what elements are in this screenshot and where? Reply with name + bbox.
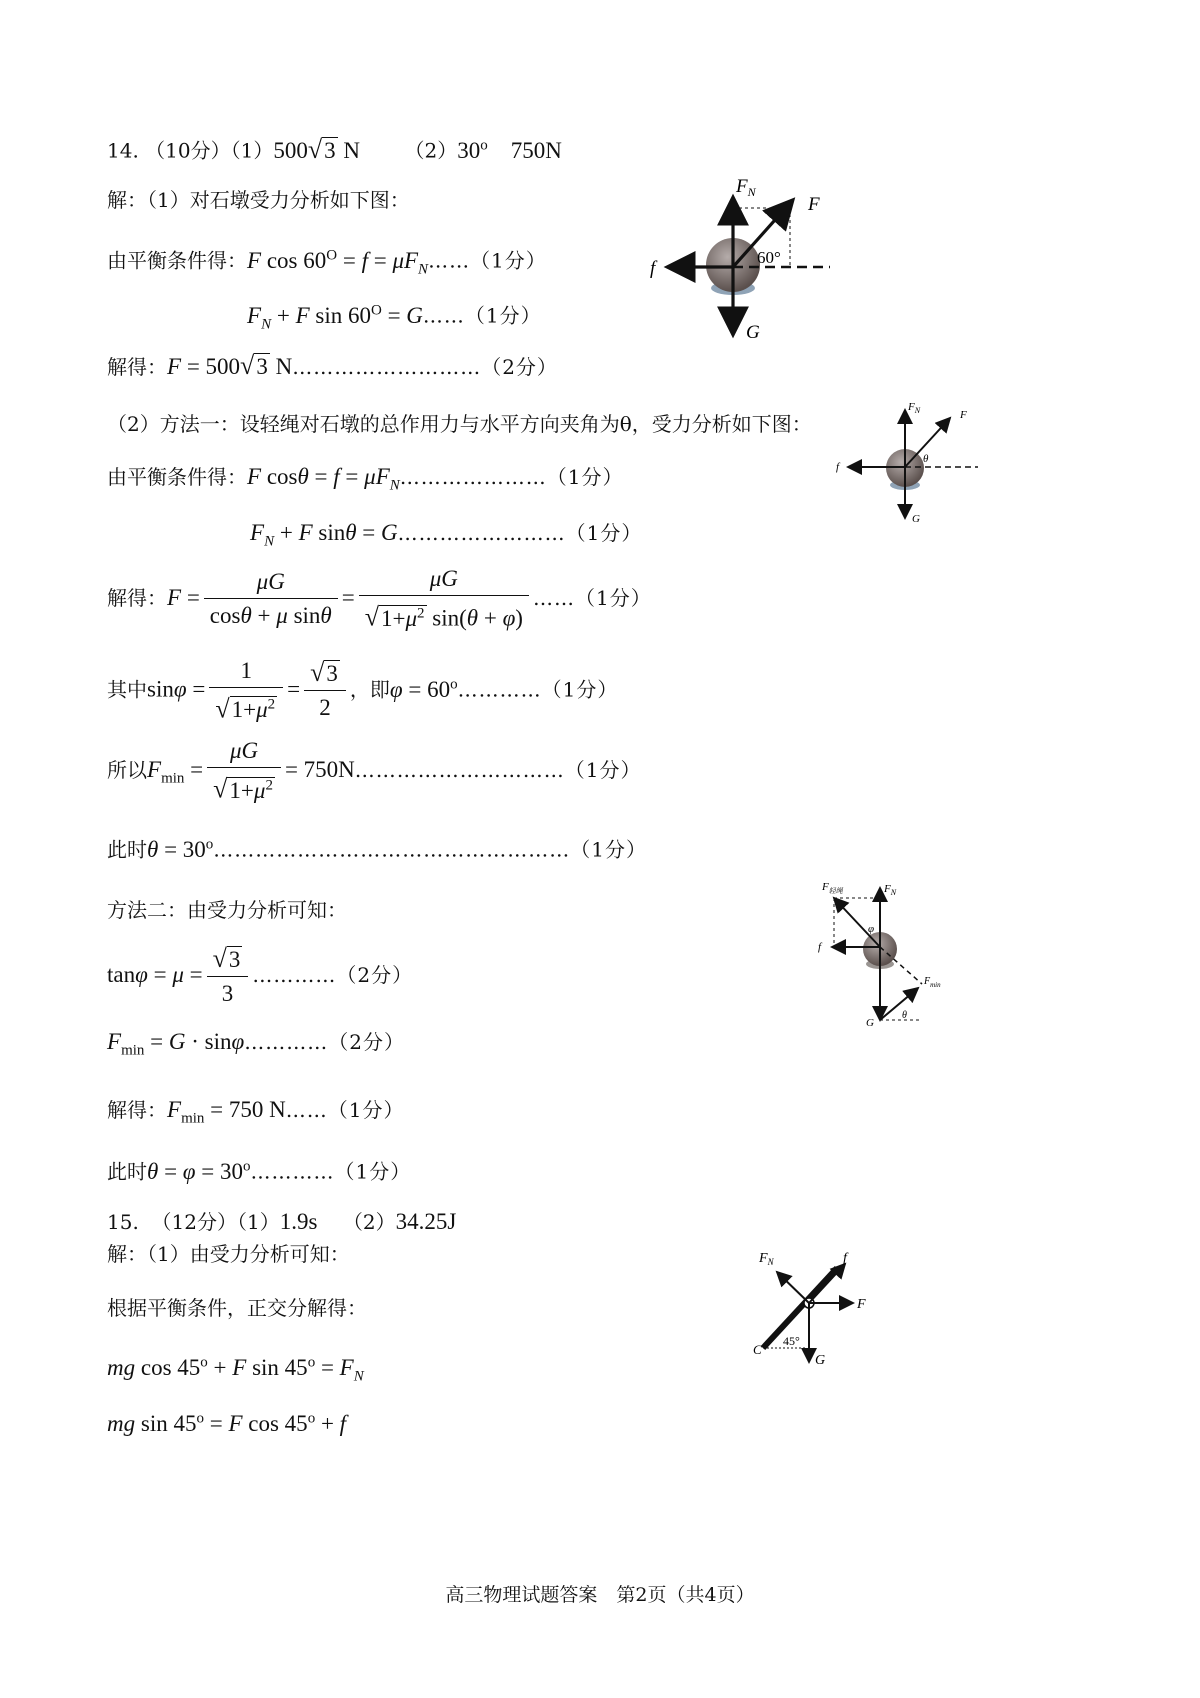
label-friction: f [843,1251,847,1266]
fmin-arrow [880,988,918,1020]
label-angle-45: 45° [783,1334,800,1348]
label-gravity: G [866,1017,874,1029]
label-f-applied: F [857,1297,866,1312]
method1-intro: （2）方法一：设轻绳对石墩的总作用力与水平方向夹角为θ，受力分析如下图： [107,412,812,436]
m1-eq1: 由平衡条件得：F $\cos\theta = f = \mu F_N\dots\dots\dots\dots\dots\dots\dots(1$分） [107,464,624,494]
q14-eq2: $F_N + F$ $\sin 60^O$ = G……（1分） [247,302,542,333]
force-diagram-2 [830,398,990,533]
label-friction: f [836,461,840,473]
rod [763,1268,837,1348]
m1-eq2: $F_N + F$ sinθ = G……………………（1分） [250,520,643,550]
normal-force-arrow [777,1272,809,1303]
label-c: C [753,1342,762,1357]
label-fn: $F_N$ [884,883,897,897]
page-footer: 高三物理试题答案 第2页（共4页） [445,1584,755,1606]
label-fmin: $F_{min}$ [924,976,941,989]
m2-eq4: 此时$\theta = \varphi = 30^o\dots\dots\dots\dots(1$分） [107,1158,412,1184]
q15-header: 15. （12分）（1）1.9s （2）34.25J [107,1209,457,1234]
q15-solution-intro: 解：（1）由受力分析可知： [107,1242,350,1266]
q15-eq1: mg $\cos 45^o + F$ $\sin 45^o = F_N$ [107,1354,364,1385]
label-friction: f [818,941,822,953]
label-fn: $F_N$ [908,401,921,415]
q14-header: 14. （10分）（1）500√3 N （2）30$^o$ 750N [107,134,562,164]
label-gravity: G [912,513,920,525]
label-fn: $F_N$ [759,1251,774,1267]
label-friction: f [650,258,656,279]
method2-intro: 方法二：由受力分析可知： [107,898,347,922]
label-fn: $F_N$ [736,176,756,199]
label-theta: θ [902,1010,907,1021]
m2-eq1: tanφ = μ = $\frac{√3}{3}$ …………（2分） [107,943,414,1006]
q15-line1: 根据平衡条件，正交分解得： [107,1296,367,1320]
m1-eq6: 此时$\theta = 30^o\dots\dots\dots\dots\dots\dots\dots\dots\dots\dots\dots\dots\dots\dots\dots\dots\dots(1$分） [107,836,648,862]
label-phi: φ [868,923,875,935]
m1-eq5: 所以$F_{min}$ = $\frac{\mu G}{√1+\mu^2}$ = 750N…………………………（1分） [107,738,642,804]
label-angle-60: 60° [757,248,781,267]
label-gravity: G [815,1353,826,1368]
m2-eq3: 解得：$F_{min} = 750$ N……（1分） [107,1097,405,1127]
m1-eq3: 解得：F = $\frac{\mu G}{\text{cosθ + μ sinθ}}$ = $\frac{\mu G}{√1+\mu^2 \sin(\theta + \varphi)}$ ……（1分） [107,566,652,632]
force-diagram-3 [812,872,962,1032]
q15-eq2: mg $\sin 45^o = F$ $\cos 45^o + f$ [107,1410,347,1436]
friction-arrow [809,1264,845,1303]
force-diagram-4 [745,1240,895,1385]
q14-eq3: 解得：F = 500√3 N………………………（2分） [107,351,558,380]
force-diagram-1 [640,170,840,345]
m1-eq4: 其中sinφ = $\frac{1}{√1+\mu^2}$ = $\frac{√3}{2}$ ，即$\varphi = 60^o\dots\dots\dots\dots(1$分） [107,657,619,724]
label-gravity: G [746,322,760,343]
label-f-rope: $F_{轻绳}$ [822,881,843,895]
label-f-applied: F [808,194,820,215]
label-f-applied: F [960,409,967,421]
q14-solution-intro: 解：（1）对石墩受力分析如下图： [107,188,410,212]
label-theta: θ [923,453,929,465]
q14-eq1: 由平衡条件得：F $\cos 60^O = f$ = $\mu F_N\dots\dots(1$分） [107,247,547,278]
m2-eq2: $F_{min} = G$ · sinφ…………（2分） [107,1029,405,1059]
